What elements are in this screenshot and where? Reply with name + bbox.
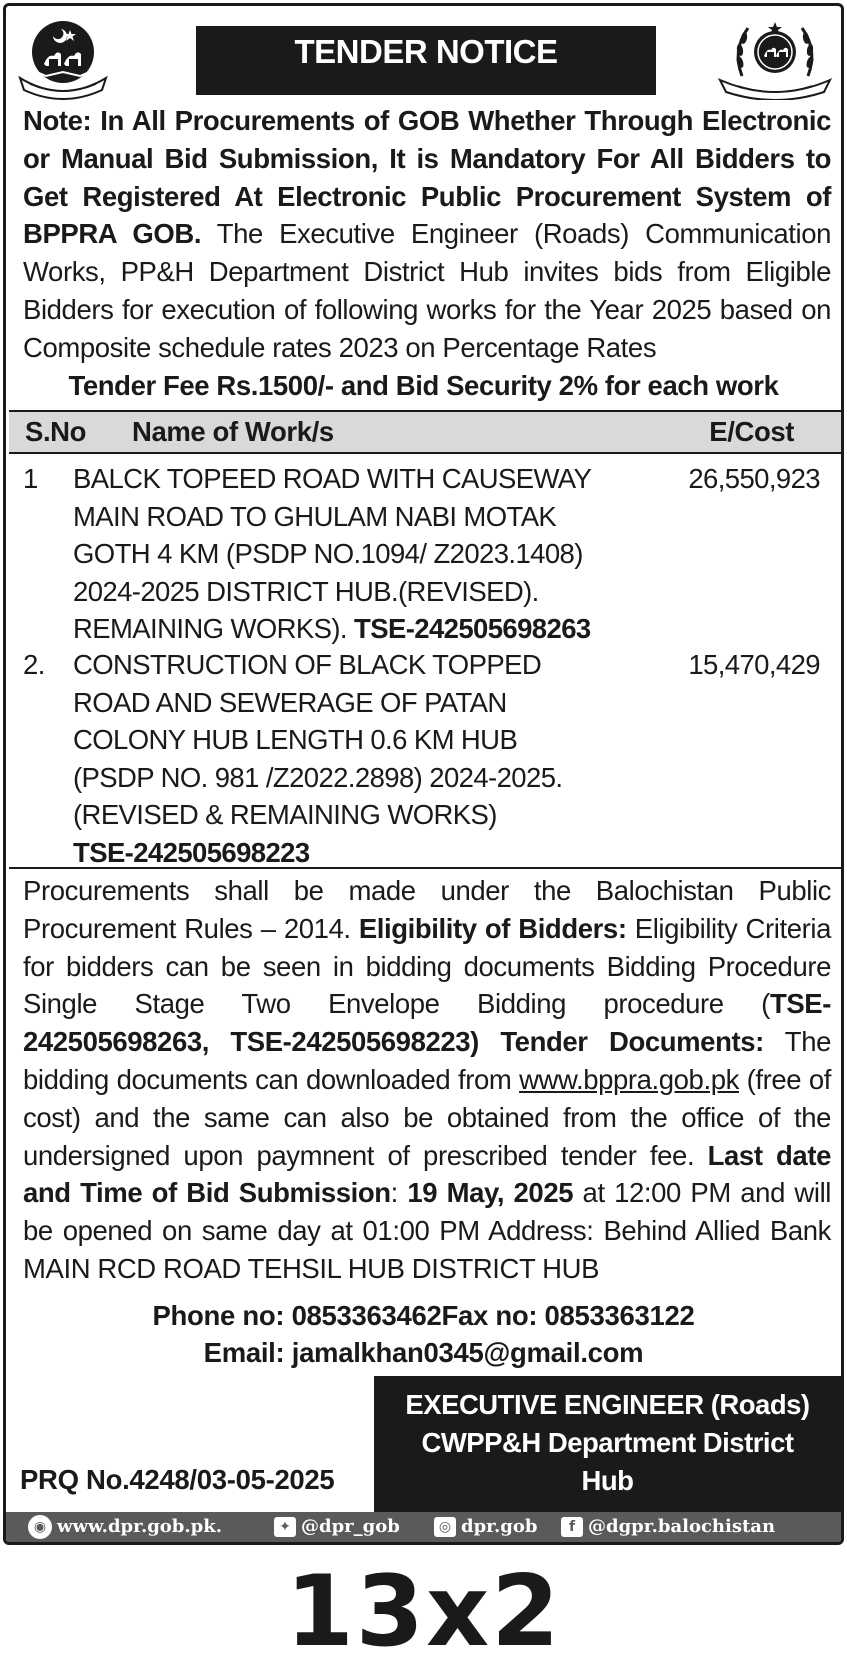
email-line: Email: jamalkhan0345@gmail.com bbox=[203, 1337, 644, 1368]
row-sno: 2. bbox=[23, 649, 45, 680]
facebook-icon: f bbox=[561, 1517, 583, 1537]
procurement-details-paragraph bbox=[23, 872, 831, 1288]
documents-text: The bidding documents can downloaded from bbox=[23, 1026, 831, 1095]
balochistan-seal-emblem-icon bbox=[716, 18, 834, 100]
globe-icon: ◉ bbox=[28, 1515, 52, 1539]
signature-department: CWPP&H Department District bbox=[421, 1427, 794, 1458]
work-name-line: BALCK TOPEED ROAD WITH CAUSEWAY bbox=[73, 463, 592, 494]
documents-cost-text: (free of cost) and the same can also be obtained from the office of the undersigned upon paymnent of prescribed tender fee. bbox=[23, 1063, 831, 1171]
phone-fax-line: Phone no: 0853363462Fax no: 0853363122 bbox=[152, 1300, 695, 1331]
tender-documents-label: Tender Documents: bbox=[478, 1026, 764, 1058]
work-name-line: 2024-2025 DISTRICT HUB.(REVISED). bbox=[73, 575, 539, 607]
instagram-icon: ◎ bbox=[434, 1517, 456, 1537]
work-name-line bbox=[73, 610, 613, 648]
tse-number: TSE-242505698223 bbox=[73, 836, 310, 868]
submission-address-text: at 12:00 PM and will be opened on same day at 01:00 PM Address: Behind Allied Bank MAIN RCD ROAD TEHSIL HUB DISTRICT HUB bbox=[23, 1177, 831, 1284]
intro-paragraph bbox=[23, 102, 831, 367]
tender-fee-line: Tender Fee Rs.1500/- and Bid Security 2% for each work bbox=[68, 370, 779, 401]
signature-title: EXECUTIVE ENGINEER (Roads) bbox=[405, 1389, 810, 1420]
work-name-line: CONSTRUCTION OF BLACK TOPPED bbox=[73, 649, 542, 680]
tender-notice-title: TENDER NOTICE bbox=[196, 26, 656, 95]
tse-references: TSE-242505698263, TSE-242505698223) bbox=[23, 988, 831, 1058]
sno-header: S.No bbox=[25, 416, 87, 447]
twitter-icon: ✦ bbox=[274, 1517, 296, 1537]
prq-number: PRQ No.4248/03-05-2025 bbox=[20, 1464, 335, 1495]
row-work-name bbox=[73, 646, 613, 871]
work-name-text: REMAINING WORKS). bbox=[73, 613, 355, 644]
footer-twitter[interactable] bbox=[274, 1512, 400, 1542]
ad-size-label: 13x2 bbox=[285, 1555, 562, 1657]
last-date-label: Last date and Time of Bid Submission bbox=[23, 1139, 831, 1209]
invitation-text: The Executive Engineer (Roads) Communication Works, PP&H Department District Hub invites bids from Eligible Bidders for execution of following works for the Year 2025 based on Composite schedule rates 2023 on Percentage Rates bbox=[23, 218, 831, 363]
work-name-line: (REVISED & REMAINING WORKS) bbox=[73, 799, 497, 830]
work-name-line: MAIN ROAD TO GHULAM NABI MOTAK bbox=[73, 500, 557, 532]
row-estimated-cost: 15,470,429 bbox=[688, 649, 820, 680]
cost-header: E/Cost bbox=[709, 416, 794, 447]
row-sno: 1 bbox=[23, 463, 38, 494]
row-work-name bbox=[73, 460, 613, 648]
signature-location: Hub bbox=[581, 1465, 634, 1496]
eligibility-text: Eligibility Criteria for bidders can be seen in bidding documents Bidding Procedure Single Stage Two Envelope Bidding procedure ( bbox=[23, 912, 831, 1020]
footer-instagram-text: dpr.gob bbox=[461, 1516, 538, 1537]
work-name-line: COLONY HUB LENGTH 0.6 KM HUB bbox=[73, 724, 518, 755]
footer-facebook[interactable] bbox=[561, 1512, 775, 1542]
footer-social-bar bbox=[6, 1512, 841, 1542]
footer-website-text: www.dpr.gob.pk. bbox=[57, 1516, 222, 1537]
colon-text: : bbox=[390, 1177, 408, 1209]
bppra-website-link[interactable]: www.bppra.gob.pk bbox=[519, 1063, 739, 1095]
eligibility-label: Eligibility of Bidders: bbox=[358, 912, 627, 944]
footer-twitter-text: @dpr_gob bbox=[301, 1516, 400, 1537]
tse-number: TSE-242505698263 bbox=[354, 613, 591, 644]
work-name-line: GOTH 4 KM (PSDP NO.1094/ Z2023.1408) bbox=[73, 538, 583, 569]
row-estimated-cost: 26,550,923 bbox=[688, 463, 820, 494]
footer-instagram[interactable] bbox=[434, 1512, 537, 1542]
works-table-header bbox=[9, 410, 841, 454]
table-divider bbox=[9, 867, 841, 869]
footer-website[interactable] bbox=[28, 1512, 222, 1542]
last-date-value: 19 May, 2025 bbox=[407, 1177, 574, 1209]
tender-notice-frame bbox=[3, 3, 844, 1545]
procurement-rules-text: Procurements shall be made under the Balochistan Public Procurement Rules – 2014. bbox=[23, 875, 831, 944]
work-name-header: Name of Work/s bbox=[132, 416, 334, 447]
executive-engineer-signature-block bbox=[374, 1376, 841, 1526]
work-name-line: ROAD AND SEWERAGE OF PATAN bbox=[73, 686, 507, 718]
balochistan-government-emblem-icon bbox=[16, 18, 110, 100]
footer-facebook-text: @dgpr.balochistan bbox=[588, 1516, 776, 1537]
registration-note: Note: In All Procurements of GOB Whether Through Electronic or Manual Bid Submission, It is Mandatory For All Bidders to Get Registered At Electronic Public Procurement System of BPPRA GOB. bbox=[23, 105, 831, 250]
work-name-line: (PSDP NO. 981 /Z2022.2898) 2024-2025. bbox=[73, 761, 563, 793]
